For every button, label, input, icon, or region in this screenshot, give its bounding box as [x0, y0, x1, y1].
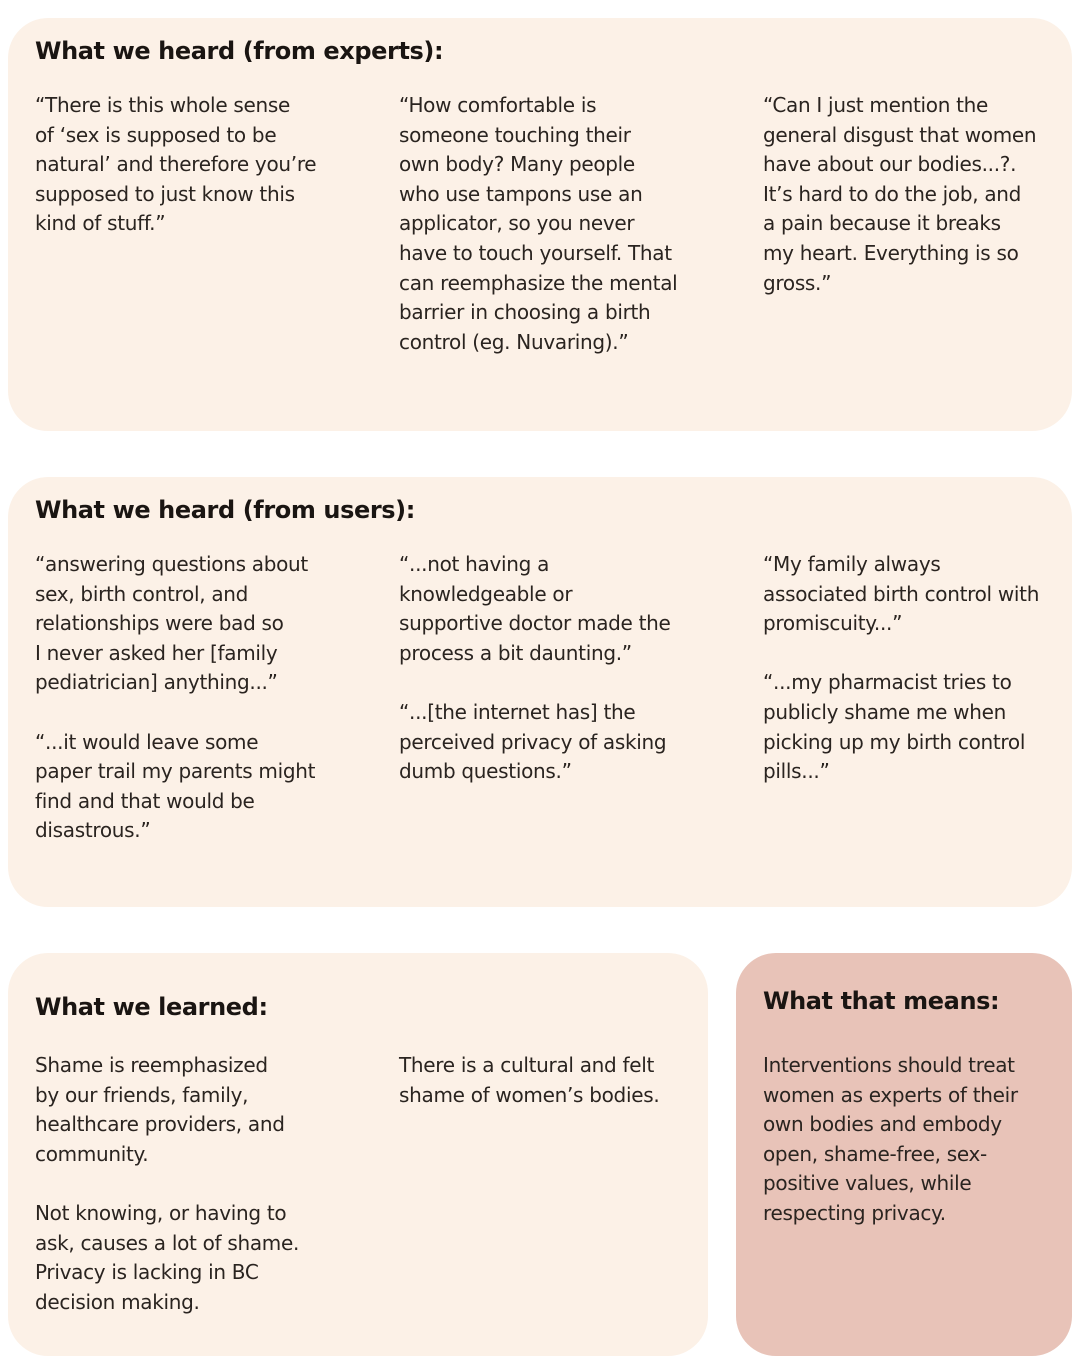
experts-column-3	[763, 91, 1080, 298]
user-quote: “...not having a knowledgeable or supportive doctor made the process a bit daunting.”	[399, 552, 671, 665]
users-heading: What we heard (from users):	[35, 496, 415, 524]
means-card	[736, 953, 1072, 1356]
user-quote: “...it would leave some paper trail my parents might find and that would be disastrous.”	[35, 729, 316, 843]
means-column	[763, 1051, 1063, 1229]
experts-column-1	[35, 91, 353, 239]
users-column-1	[35, 550, 353, 846]
user-quote: “...my pharmacist tries to publicly shame me when picking up my birth control pills...”	[763, 670, 1026, 784]
users-column-3	[763, 550, 1080, 787]
user-quote: “My family always associated birth control with promiscuity...”	[763, 552, 1040, 636]
user-quote: “...[the internet has] the perceived privacy of asking dumb questions.”	[399, 699, 667, 784]
expert-quote: “Can I just mention the general disgust that women have about our bodies...?. It’s hard to do the job, and a pain because it breaks my heart. Everything is so gross.”	[763, 93, 1037, 295]
users-card	[8, 477, 1072, 907]
learned-statement: Not knowing, or having to ask, causes a lot of shame. Privacy is lacking in BC decision making.	[35, 1200, 300, 1314]
learned-heading: What we learned:	[35, 993, 268, 1021]
users-column-2	[399, 550, 717, 787]
experts-column-2	[399, 91, 717, 357]
learned-statement: Shame is reemphasized by our friends, family, healthcare providers, and community.	[35, 1053, 285, 1166]
learned-column-1	[35, 1051, 353, 1317]
experts-heading: What we heard (from experts):	[35, 37, 444, 65]
means-text: Interventions should treat women as experts of their own bodies and embody open, shame-free, sex- positive values, while respecting privacy.	[763, 1053, 1018, 1225]
means-heading: What that means:	[763, 987, 1000, 1015]
expert-quote: “There is this whole sense of ‘sex is supposed to be natural’ and therefore you’re supposed to just know this kind of stuff.”	[35, 93, 317, 236]
user-quote: “answering questions about sex, birth control, and relationships were bad so I never asked her [family pediatrician] anything...”	[35, 552, 308, 695]
expert-quote: “How comfortable is someone touching their own body? Many people who use tampons use an applicator, so you never have to touch yourself. That can reemphasize the mental barrier in choosing a birth control (eg. Nuvaring).”	[399, 93, 678, 354]
learned-statement: There is a cultural and felt shame of women’s bodies.	[399, 1053, 660, 1107]
experts-card	[8, 18, 1072, 431]
learned-column-2	[399, 1051, 717, 1110]
learned-card	[8, 953, 708, 1356]
